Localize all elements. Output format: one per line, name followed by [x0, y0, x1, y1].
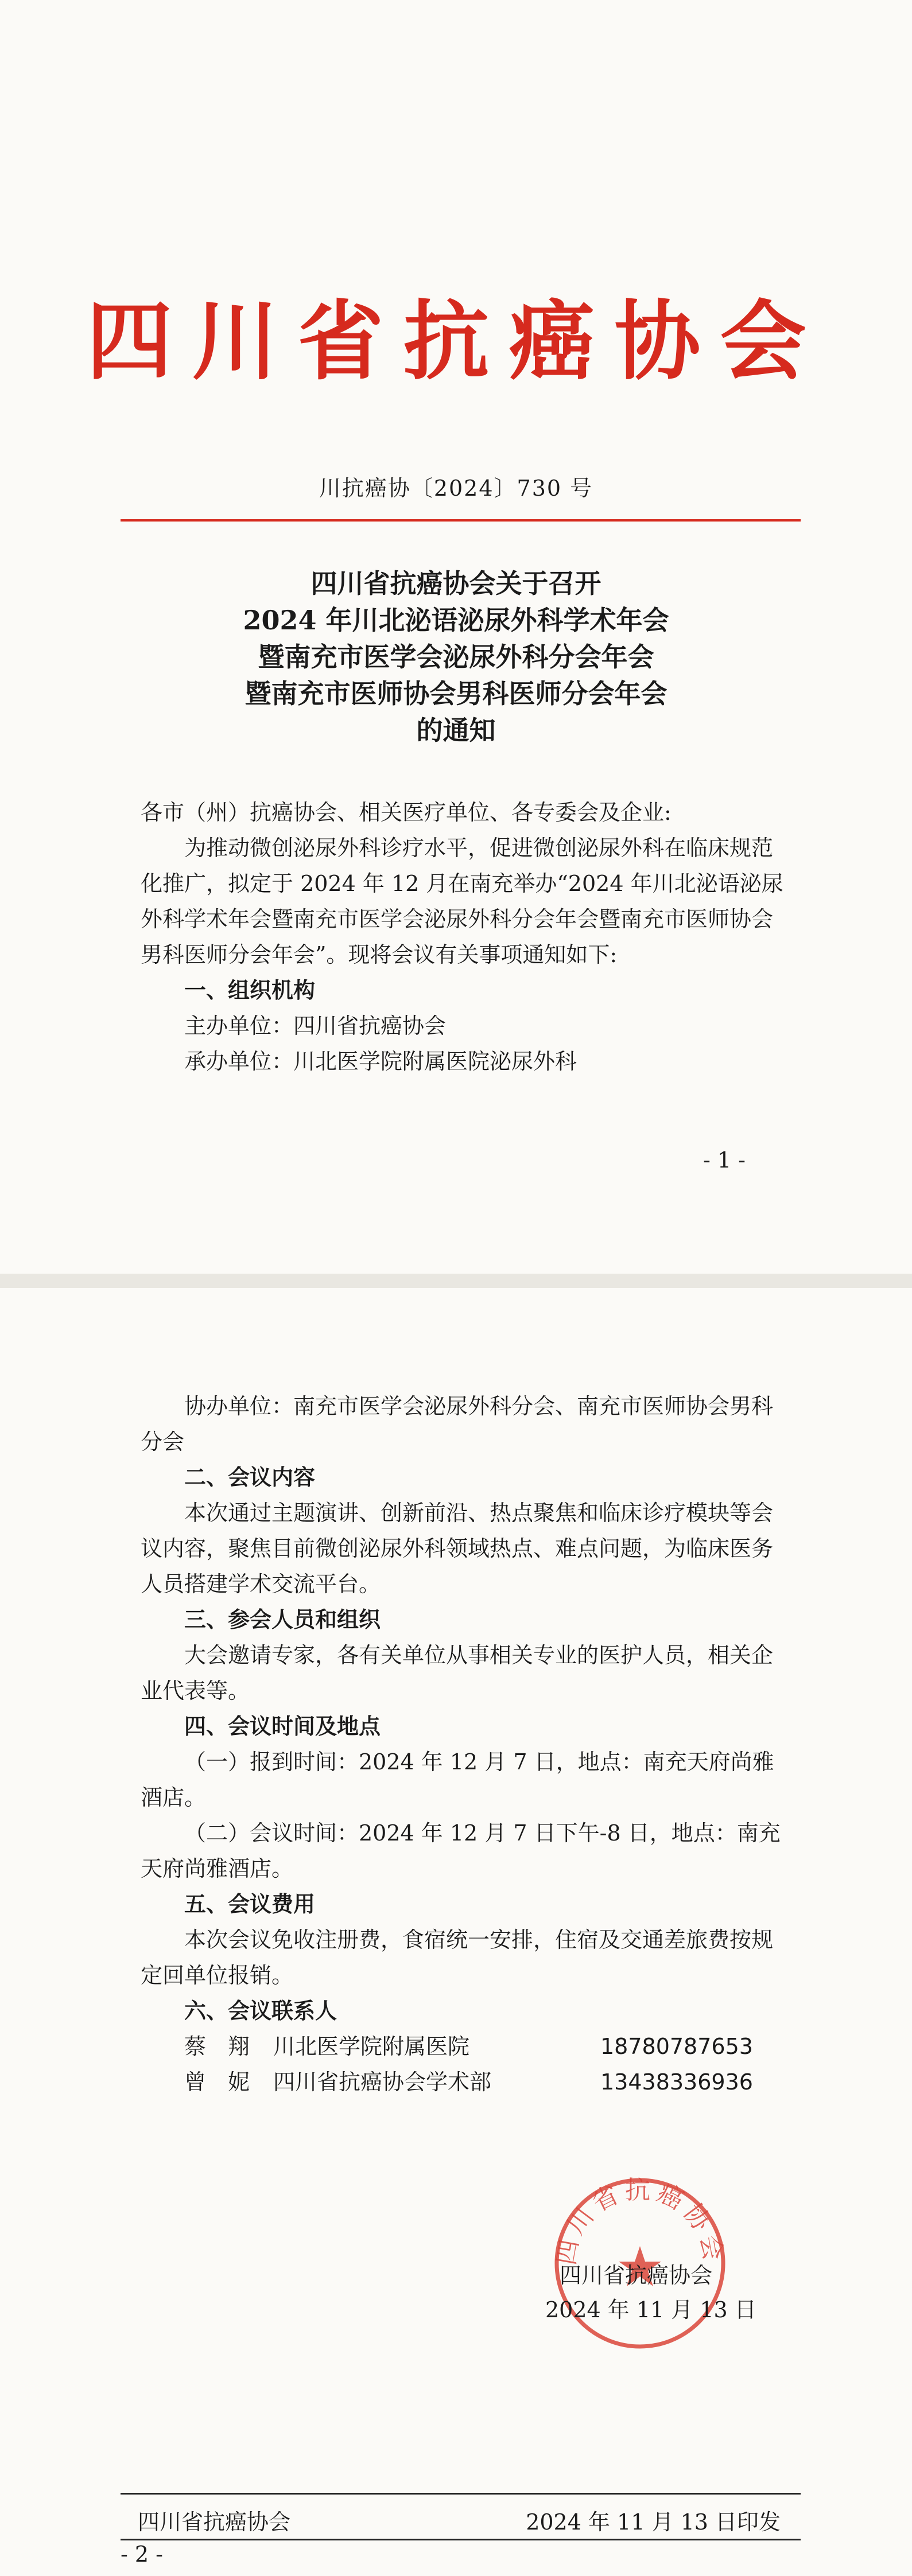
- intro-paragraph: 为推动微创泌尿外科诊疗水平，促进微创泌尿外科在临床规范化推广，拟定于 2024 年 12 月在南充举办“2024 年川北泌语泌尿外科学术年会暨南充市医学会泌尿外科分会年会暨南充市医师协会男科医师分会年会”。现将会议有关事项通知如下:: [141, 835, 783, 967]
- contact-org: 四川省抗癌协会学术部: [273, 2069, 492, 2095]
- section-text: （一）报到时间：2024 年 12 月 7 日，地点：南充天府尚雅酒店。: [141, 1749, 774, 1810]
- signature-date: 2024 年 11 月 13 日: [545, 2297, 756, 2322]
- footer-org: 四川省抗癌协会: [138, 2509, 291, 2535]
- page-2-body: [141, 1388, 783, 2100]
- footer-date: 2024 年 11 月 13 日印发: [526, 2509, 781, 2535]
- page-1: [0, 0, 912, 1274]
- section-heading: 一、组织机构: [184, 978, 316, 1003]
- section-heading: 三、参会人员和组织: [184, 1607, 381, 1632]
- section-heading: 四、会议时间及地点: [184, 1714, 381, 1739]
- contact-phone: 13438336936: [600, 2069, 753, 2095]
- header-red-rule: [121, 519, 801, 522]
- organizer-unit: 承办单位：川北医学院附属医院泌尿外科: [184, 1049, 577, 1074]
- signature-org: 四川省抗癌协会: [560, 2263, 713, 2288]
- footer-bottom-rule: [121, 2539, 801, 2540]
- salutation: 各市（州）抗癌协会、相关医疗单位、各专委会及企业:: [141, 800, 672, 825]
- title-line: 四川省抗癌协会关于召开: [311, 568, 601, 599]
- seal-text: 四川省抗癌协会: [551, 2175, 729, 2267]
- notice-title: [0, 565, 912, 749]
- section-text: 本次通过主题演讲、创新前沿、热点聚焦和临床诊疗模块等会议内容，聚焦目前微创泌尿外科领域热点、难点问题，为临床医务人员搭建学术交流平台。: [141, 1500, 774, 1597]
- contact-name: 蔡 翔: [184, 2034, 250, 2059]
- contact-row: [141, 2029, 783, 2064]
- contact-name: 曾 妮: [184, 2069, 250, 2095]
- section-text: 大会邀请专家，各有关单位从事相关专业的医护人员，相关企业代表等。: [141, 1643, 774, 1703]
- document-number: 川抗癌协〔2024〕730 号: [319, 476, 593, 501]
- title-line: 暨南充市医学会泌尿外科分会年会: [258, 641, 654, 672]
- section-heading: 二、会议内容: [184, 1465, 316, 1490]
- section-text: 本次会议免收注册费，食宿统一安排，住宿及交通差旅费按规定回单位报销。: [141, 1927, 774, 1988]
- title-line: 2024 年川北泌语泌尿外科学术年会: [243, 605, 669, 636]
- contact-phone: 18780787653: [600, 2034, 753, 2059]
- page-separator: [0, 1274, 912, 1288]
- footer-top-rule: [121, 2493, 801, 2495]
- contact-org: 川北医学院附属医院: [273, 2034, 470, 2059]
- section-heading: 六、会议联系人: [184, 1998, 337, 2024]
- co-organizer-unit: 协办单位：南充市医学会泌尿外科分会、南充市医师协会男科分会: [141, 1394, 774, 1454]
- page-number: - 1 -: [703, 1147, 746, 1173]
- section-text: （二）会议时间：2024 年 12 月 7 日下午-8 日，地点：南充天府尚雅酒店。: [141, 1820, 781, 1881]
- footer: [138, 2504, 781, 2536]
- title-line: 的通知: [416, 715, 496, 746]
- page-number: - 2 -: [121, 2542, 164, 2567]
- contact-row: [141, 2064, 783, 2100]
- section-heading: 五、会议费用: [184, 1892, 316, 1917]
- title-line: 暨南充市医师协会男科医师分会年会: [245, 678, 667, 709]
- org-header: 四川省抗癌协会: [86, 291, 826, 392]
- page-1-body: [141, 795, 783, 1079]
- host-unit: 主办单位：四川省抗癌协会: [184, 1013, 447, 1038]
